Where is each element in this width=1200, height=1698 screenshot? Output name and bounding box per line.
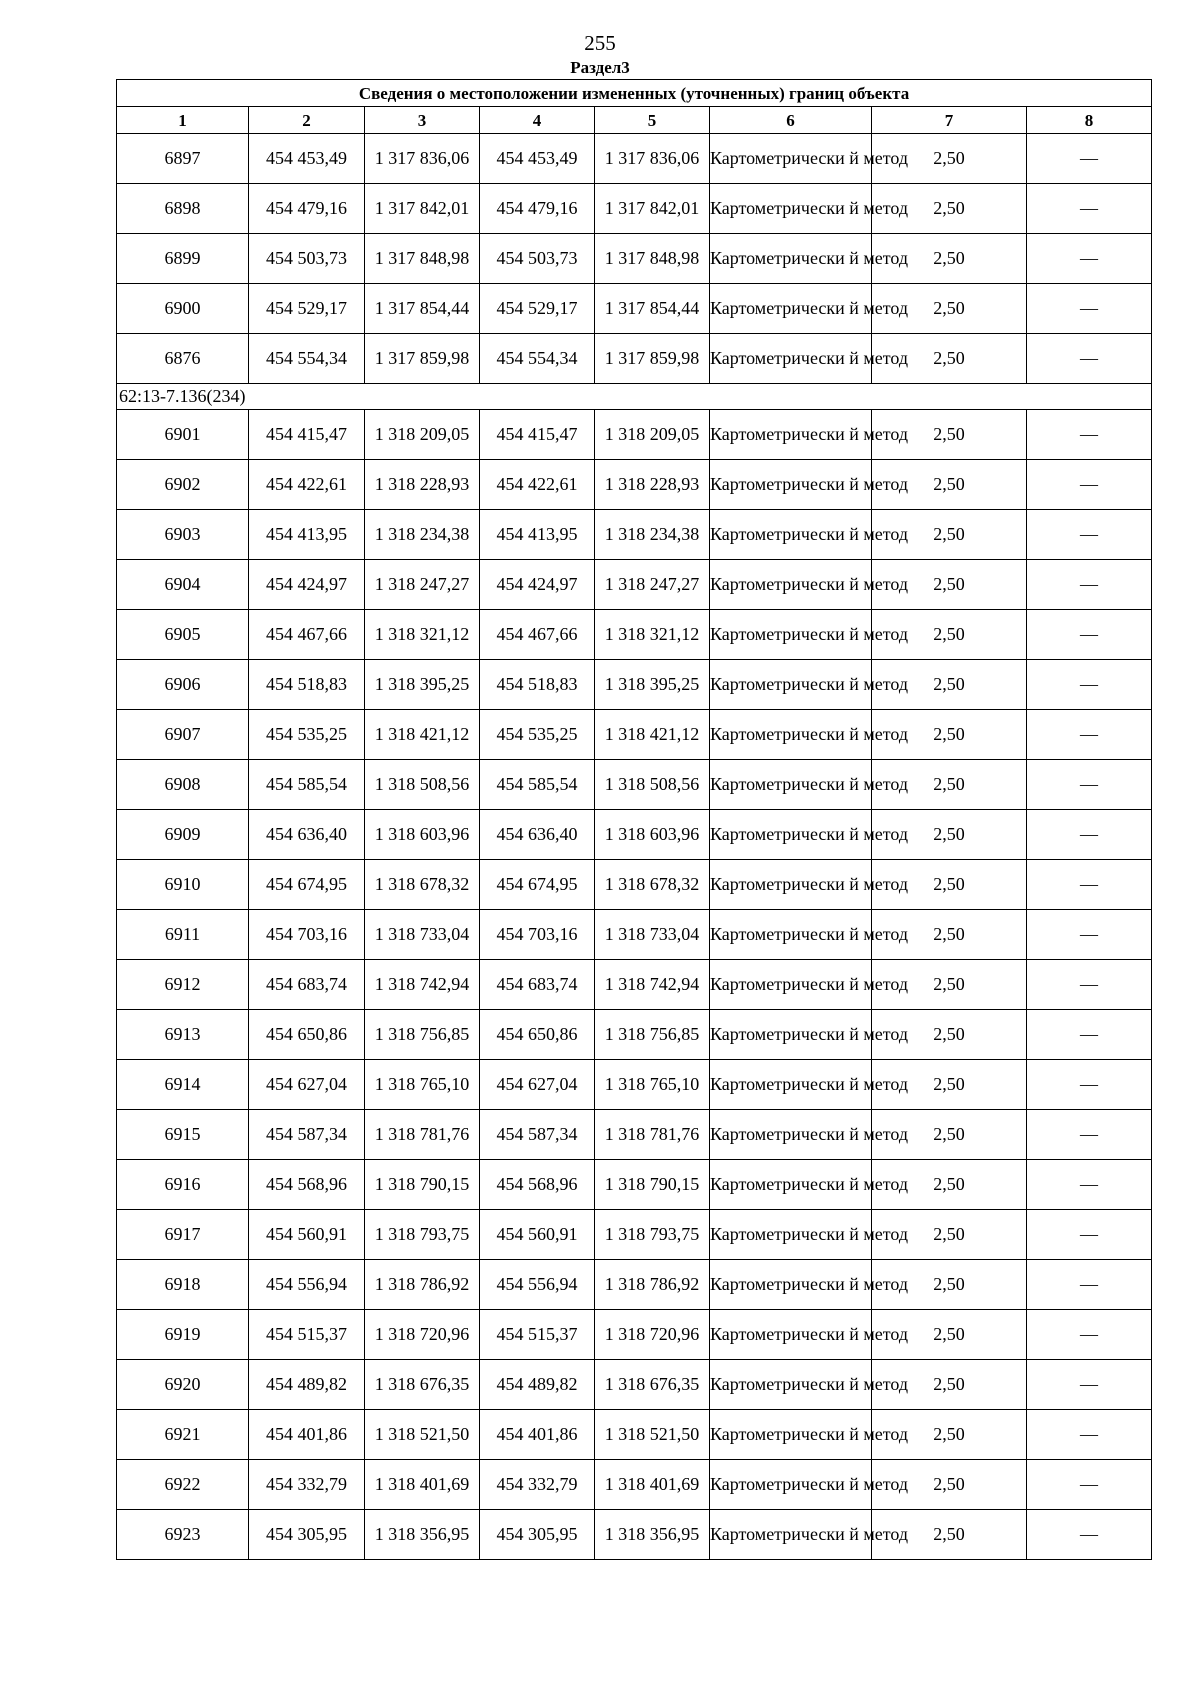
x-old-cell: 454 401,86 [249, 1410, 365, 1460]
table-row [117, 1210, 1152, 1260]
precision-cell: 2,50 [872, 960, 1027, 1010]
x-old-cell: 454 587,34 [249, 1110, 365, 1160]
x-old-cell: 454 422,61 [249, 460, 365, 510]
x-new-cell: 454 627,04 [480, 1060, 595, 1110]
y-new-cell: 1 318 356,95 [595, 1510, 710, 1560]
y-new-cell: 1 317 836,06 [595, 134, 710, 184]
method-cell: Картометрически й метод [710, 460, 872, 510]
x-old-cell: 454 703,16 [249, 910, 365, 960]
y-new-cell: 1 318 395,25 [595, 660, 710, 710]
x-old-cell: 454 529,17 [249, 284, 365, 334]
description-cell: — [1027, 860, 1152, 910]
point-number-cell: 6898 [117, 184, 249, 234]
x-new-cell: 454 453,49 [480, 134, 595, 184]
y-old-cell: 1 318 356,95 [365, 1510, 480, 1560]
point-number-cell: 6903 [117, 510, 249, 560]
precision-cell: 2,50 [872, 660, 1027, 710]
x-new-cell: 454 683,74 [480, 960, 595, 1010]
y-old-cell: 1 317 848,98 [365, 234, 480, 284]
method-cell: Картометрически й метод [710, 610, 872, 660]
x-old-cell: 454 413,95 [249, 510, 365, 560]
table-row [117, 1410, 1152, 1460]
table-row [117, 234, 1152, 284]
description-cell: — [1027, 510, 1152, 560]
x-old-cell: 454 568,96 [249, 1160, 365, 1210]
y-new-cell: 1 318 786,92 [595, 1260, 710, 1310]
y-new-cell: 1 318 228,93 [595, 460, 710, 510]
y-new-cell: 1 318 676,35 [595, 1360, 710, 1410]
y-old-cell: 1 318 756,85 [365, 1010, 480, 1060]
table-row [117, 1510, 1152, 1560]
x-old-cell: 454 424,97 [249, 560, 365, 610]
description-cell: — [1027, 134, 1152, 184]
description-cell: — [1027, 710, 1152, 760]
column-header-row [117, 107, 1152, 134]
description-cell: — [1027, 1510, 1152, 1560]
description-cell: — [1027, 910, 1152, 960]
method-cell: Картометрически й метод [710, 910, 872, 960]
table-row [117, 960, 1152, 1010]
y-new-cell: 1 317 848,98 [595, 234, 710, 284]
table-row [117, 710, 1152, 760]
table-row [117, 1310, 1152, 1360]
method-cell: Картометрически й метод [710, 1210, 872, 1260]
y-new-cell: 1 317 842,01 [595, 184, 710, 234]
method-cell: Картометрически й метод [710, 1410, 872, 1460]
description-cell: — [1027, 660, 1152, 710]
precision-cell: 2,50 [872, 860, 1027, 910]
precision-cell: 2,50 [872, 1010, 1027, 1060]
method-cell: Картометрически й метод [710, 760, 872, 810]
y-new-cell: 1 318 678,32 [595, 860, 710, 910]
point-number-cell: 6899 [117, 234, 249, 284]
precision-cell: 2,50 [872, 134, 1027, 184]
y-old-cell: 1 318 742,94 [365, 960, 480, 1010]
description-cell: — [1027, 610, 1152, 660]
table-row [117, 660, 1152, 710]
table-row [117, 1110, 1152, 1160]
y-old-cell: 1 317 836,06 [365, 134, 480, 184]
table-row [117, 860, 1152, 910]
x-new-cell: 454 587,34 [480, 1110, 595, 1160]
method-cell: Картометрически й метод [710, 284, 872, 334]
y-new-cell: 1 318 421,12 [595, 710, 710, 760]
point-number-cell: 6919 [117, 1310, 249, 1360]
point-number-cell: 6917 [117, 1210, 249, 1260]
method-cell: Картометрически й метод [710, 410, 872, 460]
y-old-cell: 1 318 395,25 [365, 660, 480, 710]
x-old-cell: 454 518,83 [249, 660, 365, 710]
description-cell: — [1027, 410, 1152, 460]
x-new-cell: 454 585,54 [480, 760, 595, 810]
x-old-cell: 454 636,40 [249, 810, 365, 860]
y-old-cell: 1 318 209,05 [365, 410, 480, 460]
table-row [117, 510, 1152, 560]
table-row [117, 760, 1152, 810]
y-old-cell: 1 318 720,96 [365, 1310, 480, 1360]
point-number-cell: 6876 [117, 334, 249, 384]
precision-cell: 2,50 [872, 460, 1027, 510]
y-old-cell: 1 318 676,35 [365, 1360, 480, 1410]
x-old-cell: 454 489,82 [249, 1360, 365, 1410]
point-number-cell: 6906 [117, 660, 249, 710]
description-cell: — [1027, 760, 1152, 810]
y-new-cell: 1 318 720,96 [595, 1310, 710, 1360]
x-old-cell: 454 305,95 [249, 1510, 365, 1560]
description-cell: — [1027, 334, 1152, 384]
point-number-cell: 6902 [117, 460, 249, 510]
point-number-cell: 6918 [117, 1260, 249, 1310]
x-old-cell: 454 560,91 [249, 1210, 365, 1260]
x-old-cell: 454 503,73 [249, 234, 365, 284]
table-row [117, 134, 1152, 184]
x-new-cell: 454 650,86 [480, 1010, 595, 1060]
method-cell: Картометрически й метод [710, 710, 872, 760]
precision-cell: 2,50 [872, 610, 1027, 660]
y-new-cell: 1 318 793,75 [595, 1210, 710, 1260]
description-cell: — [1027, 234, 1152, 284]
x-new-cell: 454 535,25 [480, 710, 595, 760]
description-cell: — [1027, 1060, 1152, 1110]
method-cell: Картометрически й метод [710, 1310, 872, 1360]
description-cell: — [1027, 1460, 1152, 1510]
table-row [117, 1010, 1152, 1060]
y-new-cell: 1 318 521,50 [595, 1410, 710, 1460]
point-number-cell: 6914 [117, 1060, 249, 1110]
y-new-cell: 1 318 742,94 [595, 960, 710, 1010]
description-cell: — [1027, 810, 1152, 860]
y-old-cell: 1 318 228,93 [365, 460, 480, 510]
y-old-cell: 1 318 733,04 [365, 910, 480, 960]
y-new-cell: 1 317 859,98 [595, 334, 710, 384]
y-new-cell: 1 318 209,05 [595, 410, 710, 460]
y-new-cell: 1 318 756,85 [595, 1010, 710, 1060]
x-new-cell: 454 518,83 [480, 660, 595, 710]
precision-cell: 2,50 [872, 1460, 1027, 1510]
table-row [117, 1060, 1152, 1110]
point-number-cell: 6908 [117, 760, 249, 810]
x-new-cell: 454 503,73 [480, 234, 595, 284]
y-new-cell: 1 318 733,04 [595, 910, 710, 960]
y-old-cell: 1 318 765,10 [365, 1060, 480, 1110]
table-title-row [117, 80, 1152, 107]
table-row [117, 334, 1152, 384]
y-new-cell: 1 318 790,15 [595, 1160, 710, 1210]
y-new-cell: 1 318 781,76 [595, 1110, 710, 1160]
table-row [117, 1160, 1152, 1210]
x-old-cell: 454 415,47 [249, 410, 365, 460]
method-cell: Картометрически й метод [710, 1010, 872, 1060]
description-cell: — [1027, 560, 1152, 610]
precision-cell: 2,50 [872, 234, 1027, 284]
group-label: 62:13-7.136(234) [117, 384, 1152, 410]
precision-cell: 2,50 [872, 1060, 1027, 1110]
point-number-cell: 6921 [117, 1410, 249, 1460]
column-header: 7 [872, 107, 1027, 134]
method-cell: Картометрически й метод [710, 960, 872, 1010]
x-old-cell: 454 556,94 [249, 1260, 365, 1310]
table-row [117, 410, 1152, 460]
column-header: 4 [480, 107, 595, 134]
method-cell: Картометрически й метод [710, 810, 872, 860]
y-old-cell: 1 318 521,50 [365, 1410, 480, 1460]
description-cell: — [1027, 460, 1152, 510]
table-row [117, 1460, 1152, 1510]
column-header: 5 [595, 107, 710, 134]
precision-cell: 2,50 [872, 284, 1027, 334]
x-old-cell: 454 554,34 [249, 334, 365, 384]
precision-cell: 2,50 [872, 1360, 1027, 1410]
x-new-cell: 454 332,79 [480, 1460, 595, 1510]
method-cell: Картометрически й метод [710, 1460, 872, 1510]
x-new-cell: 454 515,37 [480, 1310, 595, 1360]
x-new-cell: 454 489,82 [480, 1360, 595, 1410]
method-cell: Картометрически й метод [710, 1260, 872, 1310]
boundary-table [116, 79, 1152, 1560]
column-header: 2 [249, 107, 365, 134]
section-title: Раздел3 [570, 58, 630, 77]
precision-cell: 2,50 [872, 1510, 1027, 1560]
x-old-cell: 454 627,04 [249, 1060, 365, 1110]
x-old-cell: 454 650,86 [249, 1010, 365, 1060]
precision-cell: 2,50 [872, 1210, 1027, 1260]
y-new-cell: 1 318 765,10 [595, 1060, 710, 1110]
table-row [117, 284, 1152, 334]
y-old-cell: 1 318 234,38 [365, 510, 480, 560]
method-cell: Картометрически й метод [710, 184, 872, 234]
precision-cell: 2,50 [872, 410, 1027, 460]
precision-cell: 2,50 [872, 810, 1027, 860]
y-old-cell: 1 318 321,12 [365, 610, 480, 660]
description-cell: — [1027, 1010, 1152, 1060]
column-header: 1 [117, 107, 249, 134]
x-old-cell: 454 585,54 [249, 760, 365, 810]
method-cell: Картометрически й метод [710, 134, 872, 184]
x-old-cell: 454 467,66 [249, 610, 365, 660]
method-cell: Картометрически й метод [710, 560, 872, 610]
point-number-cell: 6905 [117, 610, 249, 660]
point-number-cell: 6912 [117, 960, 249, 1010]
x-old-cell: 454 453,49 [249, 134, 365, 184]
y-old-cell: 1 318 678,32 [365, 860, 480, 910]
method-cell: Картометрически й метод [710, 234, 872, 284]
x-old-cell: 454 479,16 [249, 184, 365, 234]
y-old-cell: 1 318 401,69 [365, 1460, 480, 1510]
y-new-cell: 1 318 321,12 [595, 610, 710, 660]
x-old-cell: 454 535,25 [249, 710, 365, 760]
y-old-cell: 1 318 790,15 [365, 1160, 480, 1210]
x-new-cell: 454 401,86 [480, 1410, 595, 1460]
x-new-cell: 454 413,95 [480, 510, 595, 560]
precision-cell: 2,50 [872, 1310, 1027, 1360]
description-cell: — [1027, 1410, 1152, 1460]
y-old-cell: 1 318 247,27 [365, 560, 480, 610]
precision-cell: 2,50 [872, 510, 1027, 560]
x-new-cell: 454 636,40 [480, 810, 595, 860]
table-row [117, 460, 1152, 510]
x-new-cell: 454 422,61 [480, 460, 595, 510]
table-row [117, 1260, 1152, 1310]
y-old-cell: 1 317 859,98 [365, 334, 480, 384]
description-cell: — [1027, 1110, 1152, 1160]
description-cell: — [1027, 284, 1152, 334]
description-cell: — [1027, 1210, 1152, 1260]
y-old-cell: 1 318 781,76 [365, 1110, 480, 1160]
precision-cell: 2,50 [872, 334, 1027, 384]
table-row [117, 1360, 1152, 1410]
description-cell: — [1027, 1360, 1152, 1410]
description-cell: — [1027, 1260, 1152, 1310]
x-new-cell: 454 556,94 [480, 1260, 595, 1310]
precision-cell: 2,50 [872, 1110, 1027, 1160]
y-old-cell: 1 318 508,56 [365, 760, 480, 810]
point-number-cell: 6915 [117, 1110, 249, 1160]
precision-cell: 2,50 [872, 1260, 1027, 1310]
table-row [117, 184, 1152, 234]
method-cell: Картометрически й метод [710, 334, 872, 384]
point-number-cell: 6900 [117, 284, 249, 334]
x-old-cell: 454 332,79 [249, 1460, 365, 1510]
x-new-cell: 454 415,47 [480, 410, 595, 460]
column-header: 8 [1027, 107, 1152, 134]
point-number-cell: 6916 [117, 1160, 249, 1210]
point-number-cell: 6907 [117, 710, 249, 760]
table-row [117, 610, 1152, 660]
y-new-cell: 1 318 508,56 [595, 760, 710, 810]
x-old-cell: 454 674,95 [249, 860, 365, 910]
x-old-cell: 454 515,37 [249, 1310, 365, 1360]
precision-cell: 2,50 [872, 1160, 1027, 1210]
x-new-cell: 454 529,17 [480, 284, 595, 334]
precision-cell: 2,50 [872, 1410, 1027, 1460]
method-cell: Картометрически й метод [710, 860, 872, 910]
group-row [117, 384, 1152, 410]
point-number-cell: 6911 [117, 910, 249, 960]
x-new-cell: 454 479,16 [480, 184, 595, 234]
x-new-cell: 454 674,95 [480, 860, 595, 910]
x-new-cell: 454 554,34 [480, 334, 595, 384]
description-cell: — [1027, 1160, 1152, 1210]
table-row [117, 560, 1152, 610]
method-cell: Картометрически й метод [710, 1160, 872, 1210]
y-old-cell: 1 317 854,44 [365, 284, 480, 334]
point-number-cell: 6922 [117, 1460, 249, 1510]
point-number-cell: 6920 [117, 1360, 249, 1410]
y-new-cell: 1 318 603,96 [595, 810, 710, 860]
y-new-cell: 1 317 854,44 [595, 284, 710, 334]
precision-cell: 2,50 [872, 184, 1027, 234]
y-old-cell: 1 318 793,75 [365, 1210, 480, 1260]
description-cell: — [1027, 184, 1152, 234]
x-old-cell: 454 683,74 [249, 960, 365, 1010]
y-old-cell: 1 318 603,96 [365, 810, 480, 860]
y-old-cell: 1 318 421,12 [365, 710, 480, 760]
table-row [117, 810, 1152, 860]
x-new-cell: 454 424,97 [480, 560, 595, 610]
x-new-cell: 454 305,95 [480, 1510, 595, 1560]
y-old-cell: 1 317 842,01 [365, 184, 480, 234]
precision-cell: 2,50 [872, 910, 1027, 960]
precision-cell: 2,50 [872, 710, 1027, 760]
precision-cell: 2,50 [872, 560, 1027, 610]
point-number-cell: 6910 [117, 860, 249, 910]
table-title: Сведения о местоположении измененных (уточненных) границ объекта [117, 80, 1152, 107]
x-new-cell: 454 560,91 [480, 1210, 595, 1260]
point-number-cell: 6909 [117, 810, 249, 860]
table-body [117, 80, 1152, 1560]
x-new-cell: 454 703,16 [480, 910, 595, 960]
point-number-cell: 6904 [117, 560, 249, 610]
x-new-cell: 454 467,66 [480, 610, 595, 660]
point-number-cell: 6897 [117, 134, 249, 184]
method-cell: Картометрически й метод [710, 660, 872, 710]
page-number: 255 [584, 31, 616, 55]
method-cell: Картометрически й метод [710, 1110, 872, 1160]
method-cell: Картометрически й метод [710, 510, 872, 560]
method-cell: Картометрически й метод [710, 1510, 872, 1560]
description-cell: — [1027, 1310, 1152, 1360]
y-new-cell: 1 318 247,27 [595, 560, 710, 610]
column-header: 3 [365, 107, 480, 134]
method-cell: Картометрически й метод [710, 1360, 872, 1410]
precision-cell: 2,50 [872, 760, 1027, 810]
method-cell: Картометрически й метод [710, 1060, 872, 1110]
description-cell: — [1027, 960, 1152, 1010]
x-new-cell: 454 568,96 [480, 1160, 595, 1210]
point-number-cell: 6913 [117, 1010, 249, 1060]
y-old-cell: 1 318 786,92 [365, 1260, 480, 1310]
y-new-cell: 1 318 401,69 [595, 1460, 710, 1510]
point-number-cell: 6901 [117, 410, 249, 460]
column-header: 6 [710, 107, 872, 134]
point-number-cell: 6923 [117, 1510, 249, 1560]
y-new-cell: 1 318 234,38 [595, 510, 710, 560]
table-row [117, 910, 1152, 960]
